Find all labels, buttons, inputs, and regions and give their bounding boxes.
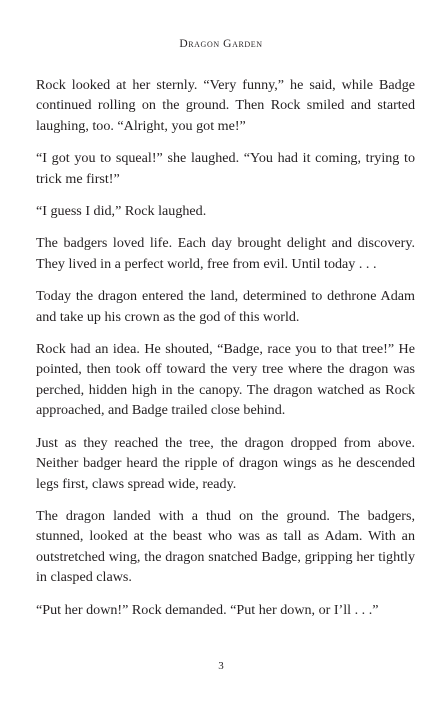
paragraph: “Put her down!” Rock demanded. “Put her down, or I’ll . . .” — [36, 601, 379, 618]
paragraph: Just as they reached the tree, the dragon dropped from above. Neither badger heard the ripple of dragon wings as he descended legs first, claws spread wide, ready. — [36, 434, 415, 492]
running-head: Dragon Garden — [179, 38, 263, 50]
paragraph: The badgers loved life. Each day brought delight and discovery. They lived in a perfect world, free from evil. Until today . . . — [36, 235, 415, 272]
paragraph: The dragon landed with a thud on the ground. The badgers, stunned, looked at the beast who was as tall as Adam. With an outstretched wing, the dragon snatched Badge, gripping her tightly in clasped claws. — [36, 507, 415, 586]
paragraph: Rock looked at her sternly. “Very funny,” he said, while Badge continued rolling on the ground. Then Rock smiled and started laughing, too. “Alright, you got me!” — [36, 77, 415, 134]
page-number: 3 — [218, 660, 224, 672]
paragraph: Today the dragon entered the land, determined to dethrone Adam and take up his crown as the god of this world. — [36, 288, 415, 325]
body-text — [36, 75, 415, 632]
paragraph: Rock had an idea. He shouted, “Badge, race you to that tree!” He pointed, then took off toward the very tree where the dragon was perched, hidden high in the canopy. The dragon watched as Rock approached, and Badge trailed close behind. — [36, 341, 415, 419]
paragraph: “I got you to squeal!” she laughed. “You had it coming, trying to trick me first!” — [36, 150, 415, 187]
paragraph: “I guess I did,” Rock laughed. — [36, 203, 207, 220]
